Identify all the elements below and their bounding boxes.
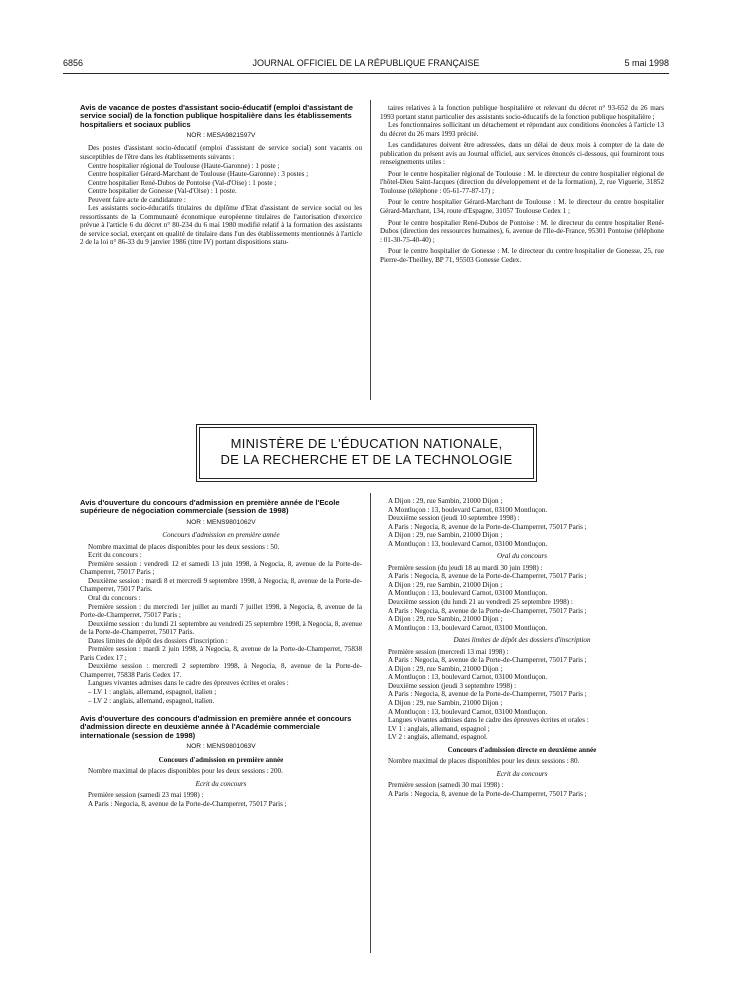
paragraph: A Montluçon : 13, boulevard Carnot, 03100 Montluçon. [388, 707, 548, 716]
page-header [63, 58, 669, 72]
paragraph: A Montluçon : 13, boulevard Carnot, 03100 Montluçon. [388, 539, 548, 548]
section2-left-column [80, 499, 362, 808]
paragraph: Centre hospitalier régional de Toulouse (Haute-Garonne) : 1 poste ; [88, 161, 280, 170]
paragraph: Langues vivantes admises dans le cadre des épreuves écrites et orales : [388, 716, 589, 725]
section3-dates-heading: Dates limites de dépôt des dossiers d'inscription [453, 636, 591, 645]
paragraph: A Paris : Negocia, 8, avenue de la Porte-de-Champerret, 75017 Paris ; [388, 656, 587, 665]
section3-right-paragraphs-5 [380, 781, 664, 798]
section3-ecrit-heading-2: Ecrit du concours [496, 769, 548, 778]
section1-left-paragraphs [80, 144, 362, 247]
paragraph: Première session : du mercredi 1er juillet au mardi 7 juillet 1998, à Negocia, 8, avenue de la Porte-de-Champerret, 75017 Paris ; [80, 602, 362, 620]
ministry-heading-box [199, 427, 534, 479]
section3-right-paragraphs-4 [380, 757, 664, 766]
paragraph: Nombre maximal de places disponibles pour les deux sessions : 80. [388, 757, 580, 766]
paragraph: Pour le centre hospitalier de Gonesse : M. le directeur du centre hospitalier de Gonesse, 25, rue Pierre-de-Theilley, BP 71, 95503 Gonesse Cedex. [380, 247, 664, 264]
paragraph: A Paris : Negocia, 8, avenue de la Porte-de-Champerret, 75017 Paris ; [388, 572, 587, 581]
paragraph: A Dijon : 29, rue Sambin, 21000 Dijon ; [388, 699, 503, 708]
paragraph: Pour le centre hospitalier René-Dubos de Pontoise : M. le directeur du centre hospitalier René-Dubos (direction des ressources humaines), 6, avenue de l'Ile-de-France, 95301 Pontoise (téléphone : 01-30-75-40-40) ; [380, 218, 664, 244]
paragraph: Deuxième session : mercredi 2 septembre 1998, à Negocia, 8, avenue de la Porte-de-Champerret, 75838 Paris Cedex 17. [80, 662, 362, 679]
paragraph: Centre hospitalier René-Dubos de Pontoise (Val-d'Oise) : 1 poste ; [88, 178, 277, 187]
section3-left-paragraphs [80, 767, 362, 776]
paragraph: A Dijon : 29, rue Sambin, 21000 Dijon ; [388, 497, 503, 505]
section1-title: Avis de vacance de postes d'assistant socio-éducatif (emploi d'assistant de service social) de la fonction publique hospitalière dans les établissements hospitaliers et sociaux publics [80, 103, 353, 129]
paragraph: A Dijon : 29, rue Sambin, 21000 Dijon ; [388, 580, 503, 589]
section3-ecrit-heading: Ecrit du concours [195, 779, 247, 788]
section3-right-paragraphs-3 [380, 648, 664, 742]
section3-right-paragraphs-1 [380, 497, 664, 548]
section3-left-paragraphs-2 [80, 791, 362, 808]
paragraph: LV 1 : anglais, allemand, espagnol ; [388, 724, 490, 733]
section3-nor: NOR : MENS9801063V [186, 742, 256, 750]
section3-oral-heading: Oral du concours [496, 552, 548, 561]
paragraph: A Dijon : 29, rue Sambin, 21000 Dijon ; [388, 531, 503, 540]
paragraph: Les candidatures doivent être adressées, dans un délai de deux mois à compter de la date de publication du présent avis au Journal officiel, aux services énoncés ci-dessous, qui fourniront tous renseignements utiles : [380, 141, 664, 167]
section3-title: Avis d'ouverture des concours d'admission en première année et concours d'admission directe en deuxième année à l'Académie commerciale internationale (session de 1998) [80, 714, 352, 740]
paragraph: Première session (samedi 23 mai 1998) : [88, 791, 204, 800]
paragraph: Première session : mardi 2 juin 1998, à Negocia, 8, avenue de la Porte-de-Champerret, 75838 Paris Cedex 17 ; [80, 645, 362, 662]
journal-title: JOURNAL OFFICIEL DE LA RÉPUBLIQUE FRANÇAISE [252, 58, 480, 68]
paragraph: A Dijon : 29, rue Sambin, 21000 Dijon ; [388, 615, 503, 624]
header-rule [63, 73, 669, 74]
paragraph: Les fonctionnaires sollicitant un détachement et répondant aux conditions énoncées à l'article 13 du décret du 26 mars 1993 précité. [380, 121, 664, 138]
paragraph: Première session : vendredi 12 et samedi 13 juin 1998, à Negocia, 8, avenue de la Porte-de-Champerret, 75017 Paris ; [80, 559, 362, 577]
section3-right-column [380, 497, 664, 799]
paragraph: Nombre maximal de places disponibles pour les deux sessions : 200. [88, 767, 283, 776]
section2-subheading: Concours d'admission en première année [162, 531, 280, 540]
paragraph: Dates limites de dépôt des dossiers d'inscription : [88, 636, 228, 645]
paragraph: Pour le centre hospitalier Gérard-Marchant de Toulouse : M. le directeur du centre hospitalier Gérard-Marchant, 134, route d'Espagne, 31057 Toulouse Cedex 1 ; [380, 198, 664, 216]
paragraph: A Montluçon : 13, boulevard Carnot, 03100 Montluçon. [388, 589, 548, 598]
paragraph: Première session (mercredi 13 mai 1998) : [388, 647, 509, 656]
paragraph: A Montluçon : 13, boulevard Carnot, 03100 Montluçon. [388, 623, 548, 632]
section2-paragraphs [80, 543, 362, 705]
paragraph: Deuxième session : mardi 8 et mercredi 9 septembre 1998, à Negocia, 8, avenue de la Porte-de-Champerret, 75017 Paris. [80, 576, 362, 594]
paragraph: Deuxième session (jeudi 10 septembre 1998) : [388, 514, 520, 523]
section2-nor: NOR : MENS9801062V [186, 518, 256, 526]
section3-right-paragraphs-2 [380, 564, 664, 632]
paragraph: Nombre maximal de places disponibles pour les deux sessions : 50. [88, 542, 280, 551]
paragraph: A Paris : Negocia, 8, avenue de la Porte-de-Champerret, 75017 Paris ; [88, 799, 287, 808]
paragraph: LV 2 : anglais, allemand, espagnol. [388, 733, 488, 742]
ministry-line-2: DE LA RECHERCHE ET DE LA TECHNOLOGIE [220, 452, 513, 467]
paragraph: A Paris : Negocia, 8, avenue de la Porte-de-Champerret, 75017 Paris ; [388, 522, 587, 531]
ministry-line-1: MINISTÈRE DE L'ÉDUCATION NATIONALE, [230, 436, 503, 451]
paragraph: A Montluçon : 13, boulevard Carnot, 03100 Montluçon. [388, 673, 548, 682]
paragraph: Première session (du jeudi 18 au mardi 30 juin 1998) : [388, 563, 543, 572]
paragraph: taires relatives à la fonction publique hospitalière et relevant du décret n° 93-652 du 26 mars 1993 portant statut particulier des assistants socio-éducatifs de la fonction publique hospitalière ; [380, 104, 664, 121]
paragraph: Première session (samedi 30 mai 1998) : [388, 781, 504, 790]
paragraph: Langues vivantes admises dans le cadre des épreuves écrites et orales : [88, 679, 289, 688]
paragraph: Oral du concours : [88, 593, 141, 602]
paragraph: Pour le centre hospitalier régional de Toulouse : M. le directeur du centre hospitalier régional de l'hôtel-Dieu Saint-Jacques (direction du développement et de la formation), 2, rue Viguerie, 31852 Toulouse (téléphone : 05-61-77-87-17) ; [380, 169, 664, 195]
section1-left-column [80, 104, 362, 247]
paragraph: Centre hospitalier Gérard-Marchant de Toulouse (Haute-Garonne) : 3 postes ; [88, 170, 309, 179]
column-divider [370, 100, 371, 400]
paragraph: A Paris : Negocia, 8, avenue de la Porte-de-Champerret, 75017 Paris ; [388, 690, 587, 699]
paragraph: A Paris : Negocia, 8, avenue de la Porte-de-Champerret, 75017 Paris ; [388, 789, 587, 798]
paragraph: Des postes d'assistant socio-éducatif (emploi d'assistant de service social) sont vacants ou susceptibles de l'être dans les établissements suivants : [80, 144, 362, 161]
paragraph: Deuxième session (du lundi 21 au vendredi 25 septembre 1998) : [388, 598, 573, 607]
paragraph: Les assistants socio-éducatifs titulaires du diplôme d'Etat d'assistant de service social ou les ressortissants de la Communauté économique européenne titulaires de l'autorisation d'exercice prévue à l'article 6 du décret n° 80-234 du 6 mai 1980 modifié relatif à la formation des assistants de service social, exerçant en qualité de titulaire dans l'un des établissements mentionnés à l'article 2 de la loi n° 86-33 du 9 janvier 1986 (titre IV) portant dispositions statu- [80, 204, 362, 247]
section2-title: Avis d'ouverture du concours d'admission en première année de l'Ecole supérieure de négociation commerciale (session de 1998) [80, 498, 340, 516]
section1-right-column [380, 104, 664, 264]
section3-subheading: Concours d'admission en première année [158, 755, 284, 764]
paragraph: Deuxième session : du lundi 21 septembre au vendredi 25 septembre 1998, à Negocia, 8, avenue de la Porte-de-Champerret, 75017 Paris. [80, 619, 362, 637]
paragraph: A Montluçon : 13, boulevard Carnot, 03100 Montluçon. [388, 505, 548, 514]
paragraph: Centre hospitalier de Gonesse (Val-d'Oise) : 1 poste. [88, 187, 237, 196]
paragraph: Ecrit du concours : [88, 551, 142, 560]
section1-right-paragraphs [380, 104, 664, 264]
paragraph: A Paris : Negocia, 8, avenue de la Porte-de-Champerret, 75017 Paris ; [388, 606, 587, 615]
section1-nor: NOR : MESA9821597V [186, 131, 256, 139]
page-number: 6856 [63, 58, 84, 68]
section3-direct-heading: Concours d'admission directe en deuxième année [447, 745, 597, 754]
paragraph: – LV 1 : anglais, allemand, espagnol, italien ; [88, 687, 217, 696]
paragraph: Peuvent faire acte de candidature : [88, 195, 186, 204]
column-divider-2 [370, 493, 371, 953]
paragraph: A Dijon : 29, rue Sambin, 21000 Dijon ; [388, 664, 503, 673]
paragraph: Deuxième session (jeudi 3 septembre 1998) : [388, 681, 517, 690]
paragraph: – LV 2 : anglais, allemand, espagnol, italien. [88, 696, 215, 705]
issue-date: 5 mai 1998 [624, 58, 669, 68]
